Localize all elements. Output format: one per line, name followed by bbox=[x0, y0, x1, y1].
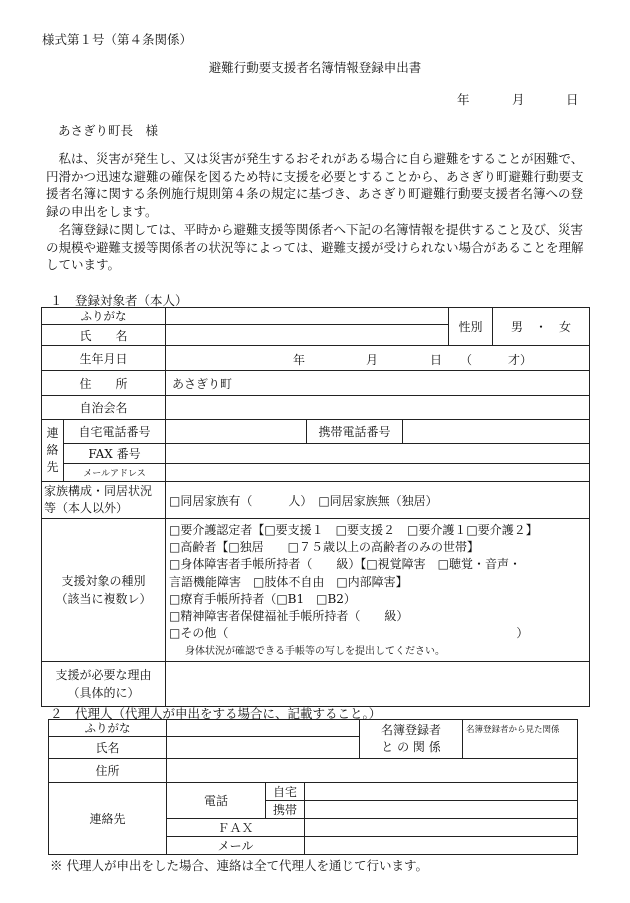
intro-paragraph-2: 名簿登録に関しては、平時から避難支援等関係者へ下記の名簿情報を提供すること及び、災害の規模や避難支援等関係者の状況等によっては、避難支援が受けられない場合があることを理解しています。 bbox=[46, 221, 584, 273]
agent-table bbox=[48, 719, 578, 855]
agent-address-field[interactable] bbox=[167, 759, 578, 783]
agent-phone-label: 電話 bbox=[167, 783, 266, 819]
support-option-intellectual[interactable]: □療育手帳所持者（□B1 □B2） bbox=[169, 591, 356, 606]
name-label: 氏 名 bbox=[42, 325, 166, 346]
contact-char-2: 絡 bbox=[46, 443, 59, 457]
support-type-options[interactable] bbox=[166, 519, 590, 662]
age-field: （ 才） bbox=[460, 353, 533, 367]
email-label: メールアドレス bbox=[64, 464, 166, 482]
support-option-mental[interactable]: □精神障害者保健福祉手帳所持者（ 級） bbox=[169, 609, 409, 624]
support-type-label-1: 支援対象の種別 bbox=[61, 574, 146, 588]
gender-options[interactable]: 男 ・ 女 bbox=[493, 308, 590, 346]
support-type-label bbox=[42, 519, 166, 662]
support-note: 身体状況が確認できる手帳等の写しを提出してください。 bbox=[185, 646, 445, 658]
relation-label bbox=[360, 720, 463, 759]
email-field[interactable] bbox=[166, 464, 590, 482]
applicant-table bbox=[41, 307, 590, 707]
birthdate-field[interactable] bbox=[166, 346, 590, 371]
support-type-label-2: （該当に複数レ） bbox=[55, 592, 152, 606]
support-option-elderly[interactable]: □高齢者【□独居 □７５歳以上の高齢者のみの世帯】 bbox=[169, 540, 480, 555]
mobile-phone-label: 携帯電話番号 bbox=[307, 420, 403, 444]
reason-label bbox=[42, 662, 166, 707]
document-title: 避難行動要支援者名簿情報登録申出書 bbox=[208, 60, 422, 75]
community-label: 自治会名 bbox=[42, 396, 166, 420]
agent-contact-label: 連絡先 bbox=[49, 783, 167, 855]
agent-address-label: 住所 bbox=[49, 759, 167, 783]
fax-field[interactable] bbox=[166, 444, 590, 464]
mobile-phone-field[interactable] bbox=[403, 420, 590, 444]
gender-label: 性別 bbox=[449, 308, 493, 346]
support-option-physical-cont[interactable]: 言語機能障害 □肢体不自由 □内部障害】 bbox=[169, 574, 408, 589]
agent-furigana-field[interactable] bbox=[167, 720, 360, 737]
agent-fax-field[interactable] bbox=[305, 819, 578, 837]
relation-field[interactable]: 名簿登録者から見た関係 bbox=[463, 720, 578, 759]
agent-name-field[interactable] bbox=[167, 737, 360, 759]
family-label: 家族構成・同居状況等（本人以外） bbox=[42, 482, 166, 519]
date-month-label: 月 bbox=[512, 92, 525, 107]
section2-heading: ２ 代理人（代理人が申出をする場合に、記載すること。） bbox=[50, 706, 382, 721]
date-day-label: 日 bbox=[566, 92, 579, 107]
intro-text bbox=[46, 150, 594, 274]
agent-home-label: 自宅 bbox=[266, 783, 305, 801]
support-option-care[interactable]: □要介護認定者【□要支援１ □要支援２ □要介護１□要介護２】 bbox=[169, 523, 538, 537]
relation-label-1: 名簿登録者 bbox=[381, 723, 442, 737]
address-label: 住 所 bbox=[42, 371, 166, 396]
reason-field[interactable] bbox=[166, 662, 590, 707]
fax-label: FAX 番号 bbox=[64, 444, 166, 464]
birth-month-label: 月 bbox=[366, 353, 379, 367]
agent-home-phone-field[interactable] bbox=[305, 783, 578, 801]
date-year-label: 年 bbox=[457, 92, 470, 107]
home-phone-label: 自宅電話番号 bbox=[64, 420, 166, 444]
footnote: ※ 代理人が申出をした場合、連絡は全て代理人を通じて行います。 bbox=[50, 858, 428, 873]
name-field[interactable] bbox=[166, 325, 449, 346]
support-option-other[interactable]: □その他（ ） bbox=[169, 626, 529, 641]
agent-mobile-phone-field[interactable] bbox=[305, 801, 578, 819]
birthdate-label: 生年月日 bbox=[42, 346, 166, 371]
reason-label-2: （具体的に） bbox=[67, 686, 140, 700]
contact-char-3: 先 bbox=[46, 460, 59, 474]
birth-day-label: 日 bbox=[430, 353, 443, 367]
contact-char-1: 連 bbox=[46, 426, 59, 440]
section1-heading: １ 登録対象者（本人） bbox=[50, 293, 188, 308]
form-number: 様式第１号（第４条関係） bbox=[42, 32, 193, 47]
community-field[interactable] bbox=[166, 396, 590, 420]
family-options[interactable]: □同居家族有（ 人） □同居家族無（独居） bbox=[166, 482, 590, 519]
birth-year-label: 年 bbox=[293, 353, 306, 367]
addressee: あさぎり町長 様 bbox=[58, 123, 159, 138]
intro-paragraph-1: 私は、災害が発生し、又は災害が発生するおそれがある場合に自ら避難をすることが困難で、円滑かつ迅速な避難の確保を図るため特に支援を必要とすることから、あさぎり町避難行動要支援者名簿に関する条例施行規則第４条の規定に基づき、あさぎり町避難行動要支援者名簿への登録の申出をします。 bbox=[46, 151, 584, 220]
address-field[interactable]: あさぎり町 bbox=[166, 371, 590, 396]
agent-fax-label: ＦＡＸ bbox=[167, 819, 305, 837]
home-phone-field[interactable] bbox=[166, 420, 307, 444]
furigana-field[interactable] bbox=[166, 308, 449, 325]
agent-name-label: 氏名 bbox=[49, 737, 167, 759]
support-option-physical[interactable]: □身体障害者手帳所持者（ 級）【□視覚障害 □聴覚・音声・ bbox=[169, 557, 522, 572]
furigana-label: ふりがな bbox=[42, 308, 166, 325]
agent-email-field[interactable] bbox=[305, 837, 578, 855]
contact-side-label bbox=[42, 420, 64, 482]
agent-email-label: メール bbox=[167, 837, 305, 855]
agent-furigana-label: ふりがな bbox=[49, 720, 167, 737]
agent-mobile-label: 携帯 bbox=[266, 801, 305, 819]
relation-label-2: と の 関 係 bbox=[381, 740, 441, 754]
reason-label-1: 支援が必要な理由 bbox=[55, 668, 152, 682]
